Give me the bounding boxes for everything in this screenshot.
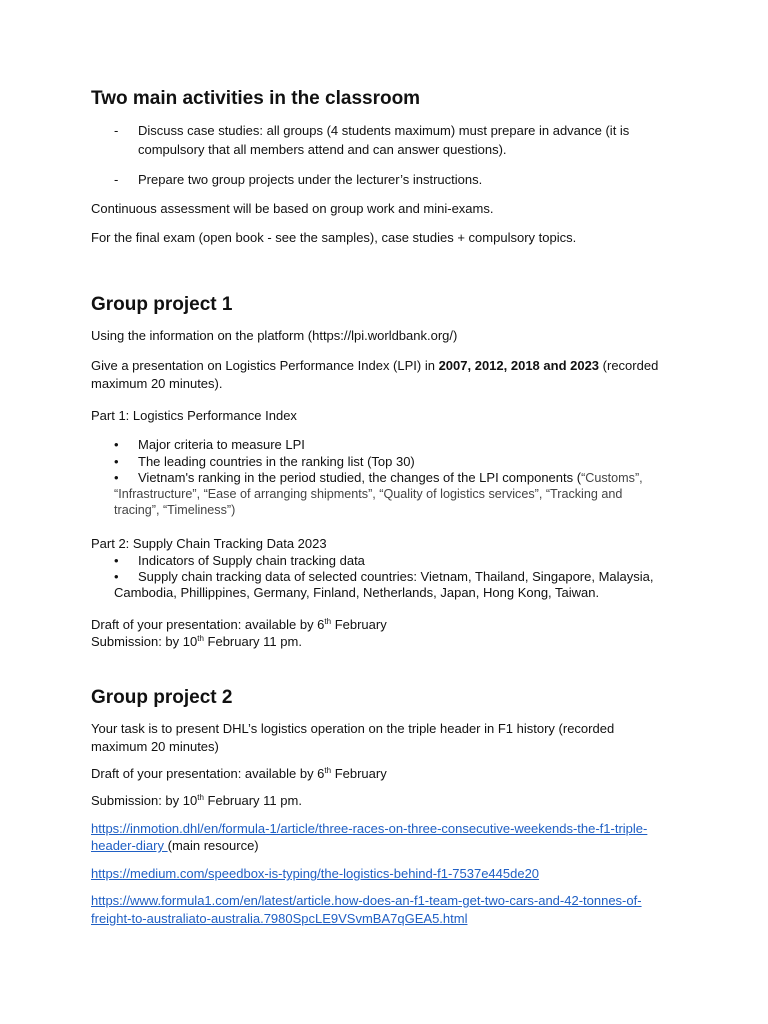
activity-item-1-line2: compulsory that all members attend and can answer questions). — [138, 142, 507, 157]
dash-bullet: - — [114, 172, 119, 187]
part1-item-1: Major criteria to measure LPI — [138, 437, 305, 452]
draft-text: February — [331, 766, 387, 781]
section-heading-activities: Two main activities in the classroom — [91, 88, 421, 109]
activity-item-1-line1: Discuss case studies: all groups (4 students maximum) must prepare in advance (it is — [138, 123, 630, 138]
project1-task-line1 — [91, 357, 658, 374]
dhl-link-line2 — [91, 837, 259, 854]
part1-item-3-line2: “Infrastructure”, “Ease of arranging shipments”, “Quality of logistics services”, “Tracking and — [114, 487, 623, 501]
dhl-link-line1 — [91, 820, 647, 837]
part1-item-3-line1 — [138, 469, 643, 487]
project2-submission — [91, 792, 302, 809]
project1-draft — [91, 616, 387, 633]
activity-item-2: Prepare two group projects under the lecturer’s instructions. — [138, 172, 483, 187]
project1-submission — [91, 633, 302, 650]
draft-text: Draft of your presentation: available by 6 — [91, 617, 325, 632]
project1-intro: Using the information on the platform (https://lpi.worldbank.org/) — [91, 328, 458, 343]
part2-title: Part 2: Supply Chain Tracking Data 2023 — [91, 536, 327, 551]
submission-sup: th — [197, 793, 204, 802]
part1-item-3-components: “Customs”, — [581, 471, 643, 485]
draft-text: February — [331, 617, 387, 632]
draft-sup: th — [324, 617, 332, 626]
bullet-icon: • — [114, 454, 119, 469]
main-resource-note: (main resource) — [167, 838, 259, 853]
project1-task-line2: maximum 20 minutes). — [91, 376, 223, 391]
submission-text: Submission: by 10 — [91, 634, 198, 649]
dhl-article-link-cont[interactable]: header-diary — [91, 838, 168, 853]
task-text: Give a presentation on Logistics Performance Index (LPI) in — [91, 358, 439, 373]
task-years: 2007, 2012, 2018 and 2023 — [438, 358, 600, 373]
part2-item-1: Indicators of Supply chain tracking data — [138, 553, 365, 568]
project2-draft — [91, 765, 387, 782]
part2-item-2-line2: Cambodia, Phillippines, Germany, Finland, Netherlands, Japan, Hong Kong, Taiwan. — [114, 585, 600, 600]
assessment-paragraph: Continuous assessment will be based on group work and mini-exams. — [91, 201, 494, 216]
part1-item-2: The leading countries in the ranking list (Top 30) — [138, 454, 415, 469]
formula1-link-line1 — [91, 892, 642, 909]
project2-task-line2: maximum 20 minutes) — [91, 739, 219, 754]
medium-article-link[interactable]: https://medium.com/speedbox-is-typing/the-logistics-behind-f1-7537e445de20 — [91, 866, 540, 881]
part1-title: Part 1: Logistics Performance Index — [91, 408, 297, 423]
formula1-article-link-cont[interactable]: freight-to-australiato-australia.7980SpcLE9VSvmBA7qGEA5.html — [91, 911, 468, 926]
section-heading-project1: Group project 1 — [91, 294, 233, 315]
task-text: (recorded — [599, 358, 659, 373]
submission-sup: th — [197, 634, 204, 643]
bullet-icon: • — [114, 553, 119, 568]
formula1-article-link[interactable]: https://www.formula1.com/en/latest/article.how-does-an-f1-team-get-two-cars-and-42-tonnes-of- — [91, 893, 642, 908]
submission-text: Submission: by 10 — [91, 793, 198, 808]
submission-text: February 11 pm. — [203, 793, 302, 808]
part1-item-3-text: Vietnam's ranking in the period studied, the changes of the LPI components ( — [138, 470, 582, 485]
bullet-icon: • — [114, 437, 119, 452]
submission-text: February 11 pm. — [203, 634, 302, 649]
project2-task-line1: Your task is to present DHL’s logistics operation on the triple header in F1 history (recorded — [91, 721, 615, 736]
bullet-icon: • — [114, 569, 119, 584]
final-exam-paragraph: For the final exam (open book - see the samples), case studies + compulsory topics. — [91, 230, 577, 245]
dhl-article-link[interactable]: https://inmotion.dhl/en/formula-1/article/three-races-on-three-consecutive-weekends-the-f1-triple- — [91, 821, 648, 836]
dash-bullet: - — [114, 123, 119, 138]
draft-sup: th — [324, 766, 332, 775]
part1-item-3-line3: tracing”, “Timeliness”) — [114, 503, 236, 517]
formula1-link-line2 — [91, 910, 467, 927]
bullet-icon: • — [114, 470, 119, 485]
draft-text: Draft of your presentation: available by 6 — [91, 766, 325, 781]
part2-item-2-line1: Supply chain tracking data of selected countries: Vietnam, Thailand, Singapore, Malaysia, — [138, 569, 654, 584]
medium-link-line — [91, 865, 539, 882]
section-heading-project2: Group project 2 — [91, 687, 233, 708]
